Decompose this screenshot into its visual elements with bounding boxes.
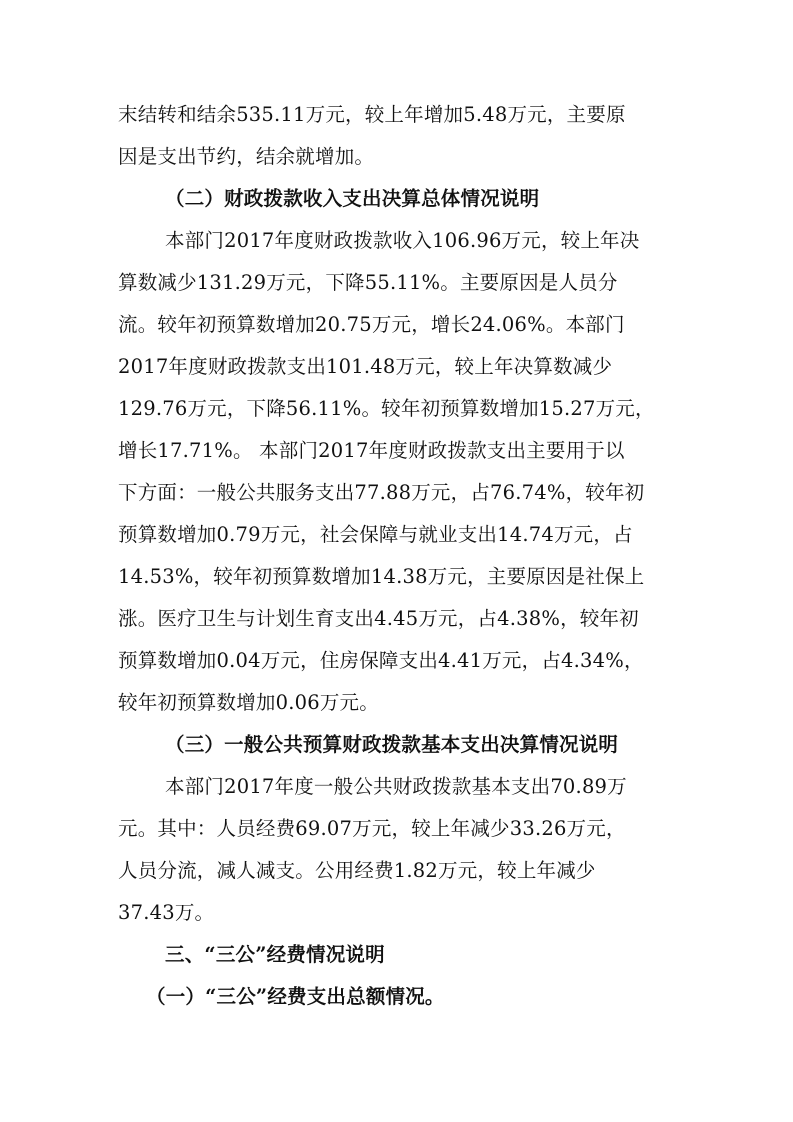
paragraph-line: 涨。医疗卫生与计划生育支出4.45万元，占4.38%，较年初 [118, 607, 639, 630]
paragraph-line: 预算数增加0.04万元，住房保障支出4.41万元，占4.34%， [118, 649, 644, 672]
paragraph-line: 下方面：一般公共服务支出77.88万元，占76.74%，较年初 [118, 481, 645, 504]
subsection-heading: （一）“三公”经费支出总额情况。 [146, 985, 445, 1008]
paragraph-line: 较年初预算数增加0.06万元。 [118, 691, 379, 714]
paragraph-line: 人员分流，减人减支。公用经费1.82万元，较上年减少 [118, 859, 596, 882]
paragraph-line: 末结转和结余535.11万元，较上年增加5.48万元，主要原 [118, 103, 626, 126]
paragraph-line: 增长17.71%。 本部门2017年度财政拨款支出主要用于以 [118, 439, 625, 462]
section-heading: 三、“三公”经费情况说明 [165, 943, 385, 966]
paragraph-line: 流。较年初预算数增加20.75万元，增长24.06%。本部门 [118, 313, 625, 336]
section-heading: （二）财政拨款收入支出决算总体情况说明 [165, 187, 540, 210]
section-heading: （三）一般公共预算财政拨款基本支出决算情况说明 [165, 733, 619, 756]
paragraph-line: 14.53%，较年初预算数增加14.38万元，主要原因是社保上 [118, 565, 645, 588]
paragraph-line: 算数减少131.29万元，下降55.11%。主要原因是人员分 [118, 271, 618, 294]
paragraph-line: 本部门2017年度财政拨款收入106.96万元，较上年决 [165, 229, 640, 252]
paragraph-line: 本部门2017年度一般公共财政拨款基本支出70.89万 [165, 775, 627, 798]
paragraph-line: 37.43万。 [118, 901, 215, 924]
paragraph-line: 2017年度财政拨款支出101.48万元，较上年决算数减少 [118, 355, 613, 378]
paragraph-line: 因是支出节约，结余就增加。 [118, 145, 375, 168]
paragraph-line: 129.76万元，下降56.11%。较年初预算数增加15.27万元， [118, 397, 655, 420]
paragraph-line: 元。其中：人员经费69.07万元，较上年减少33.26万元， [118, 817, 626, 840]
paragraph-line: 预算数增加0.79万元，社会保障与就业支出14.74万元，占 [118, 523, 633, 546]
